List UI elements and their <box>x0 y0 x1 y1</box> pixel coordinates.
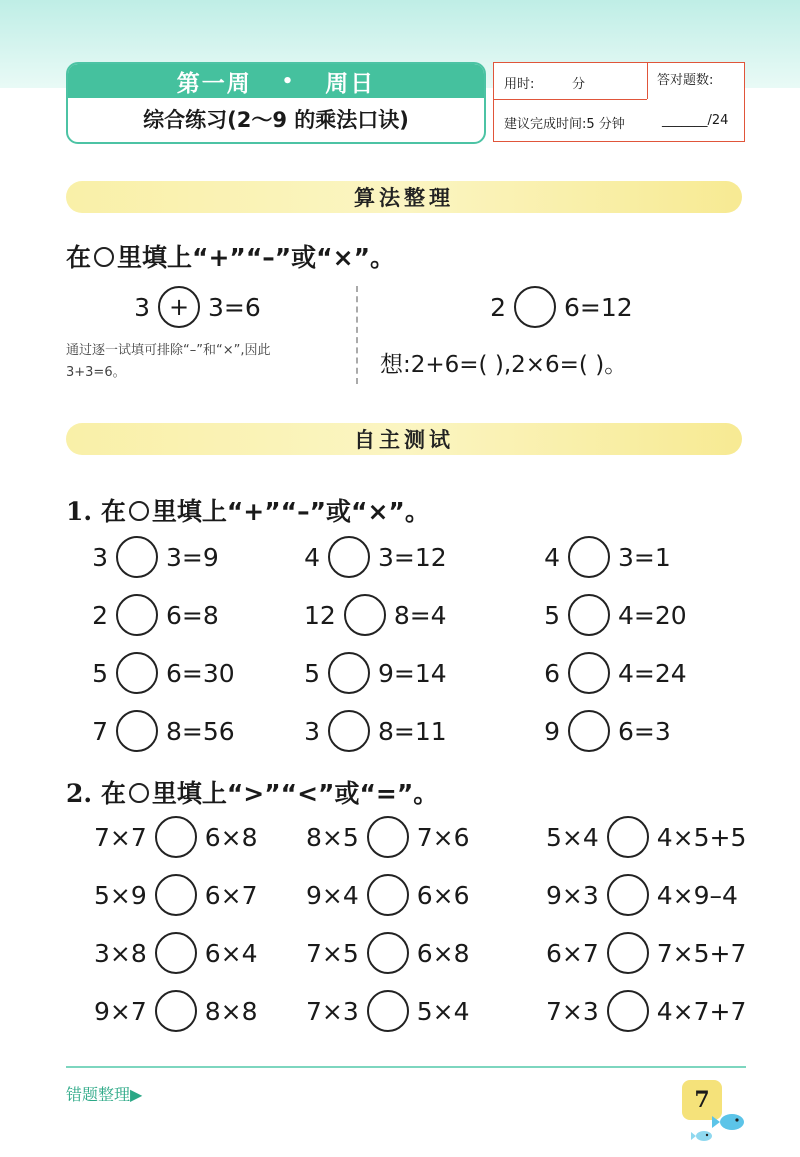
q2-right-operand: 6×4 <box>204 938 258 968</box>
think-hint: 想:2+6=( ),2×6=( )。 <box>380 352 628 378</box>
q2-left-operand: 7×5 <box>306 938 359 968</box>
q2-left-operand: 7×3 <box>546 996 599 1026</box>
time-unit-label: 分 <box>572 77 586 92</box>
q1-right-operand: 8=11 <box>378 716 447 746</box>
q1-right-operand: 6=3 <box>618 716 671 746</box>
q2-right-operand: 5×4 <box>416 996 470 1026</box>
example-equation <box>134 286 261 328</box>
q2-right-operand: 7×6 <box>416 822 470 852</box>
q1-item <box>304 652 447 694</box>
q1-left-operand: 4 <box>304 542 320 572</box>
q1-left-operand: 3 <box>304 716 320 746</box>
q2-right-operand: 4×5+5 <box>656 822 747 852</box>
algorithm-instruction <box>66 238 395 274</box>
q1-item <box>92 536 219 578</box>
info-box <box>493 62 745 142</box>
example-note <box>66 340 270 384</box>
q1-instruction-after: 里填上“+”“–”或“×”。 <box>151 497 430 526</box>
q2-answer-circle[interactable] <box>367 990 409 1032</box>
example-left: 3 <box>134 292 150 322</box>
q2-right-operand: 4×9–4 <box>656 880 738 910</box>
q1-number: 1. <box>66 497 93 526</box>
q1-left-operand: 3 <box>92 542 108 572</box>
q2-right-operand: 4×7+7 <box>656 996 747 1026</box>
day-label: 周日 <box>325 70 376 97</box>
instruction-after: 里填上“+”“–”或“×”。 <box>117 243 395 272</box>
q1-answer-circle[interactable] <box>568 594 610 636</box>
circle-icon <box>94 247 114 267</box>
lesson-subtitle: 综合练习(2～9 的乘法口诀) <box>143 108 409 132</box>
q1-right-operand: 3=12 <box>378 542 447 572</box>
q2-item <box>94 874 258 916</box>
circle-icon <box>129 783 149 803</box>
q1-answer-circle[interactable] <box>116 710 158 752</box>
q1-right-operand: 8=56 <box>166 716 235 746</box>
q1-left-operand: 5 <box>304 658 320 688</box>
q1-answer-circle[interactable] <box>568 710 610 752</box>
section-algorithm-title: 算法整理 <box>66 181 742 213</box>
q1-right-operand: 9=14 <box>378 658 447 688</box>
q2-instruction <box>66 774 438 810</box>
q2-item <box>94 932 258 974</box>
section-test-title: 自主测试 <box>66 423 742 455</box>
q2-left-operand: 7×7 <box>94 822 147 852</box>
q1-item <box>304 536 447 578</box>
q2-left-operand: 5×4 <box>546 822 599 852</box>
q1-left-operand: 9 <box>544 716 560 746</box>
q2-answer-circle[interactable] <box>155 874 197 916</box>
info-divider-v <box>647 63 648 99</box>
q2-right-operand: 6×8 <box>204 822 258 852</box>
q1-left-operand: 7 <box>92 716 108 746</box>
q1-item <box>304 594 447 636</box>
q1-item <box>92 652 235 694</box>
q2-right-operand: 6×7 <box>204 880 258 910</box>
q1-answer-circle[interactable] <box>116 652 158 694</box>
title-box <box>66 62 486 144</box>
q1-answer-circle[interactable] <box>568 536 610 578</box>
q2-left-operand: 9×3 <box>546 880 599 910</box>
q2-answer-circle[interactable] <box>607 816 649 858</box>
info-divider-h <box>494 99 647 100</box>
note-line-1: 通过逐一试填可排除“–”和“×”,因此 <box>66 343 271 358</box>
q1-item <box>544 594 687 636</box>
q1-item <box>92 594 219 636</box>
q1-item <box>544 536 671 578</box>
problem-left: 2 <box>490 292 506 322</box>
footer-divider <box>66 1066 746 1068</box>
q1-left-operand: 4 <box>544 542 560 572</box>
q1-right-operand: 3=1 <box>618 542 671 572</box>
wrong-answers-label[interactable]: 错题整理▶ <box>66 1085 143 1104</box>
q1-instruction-before: 在 <box>100 497 126 526</box>
problem-right: 6=12 <box>564 292 633 322</box>
q2-right-operand: 6×8 <box>416 938 470 968</box>
q1-right-operand: 8=4 <box>393 600 447 630</box>
example-answer-circle: + <box>158 286 200 328</box>
q2-item <box>94 990 258 1032</box>
dashed-divider <box>356 286 358 384</box>
time-used-label: 用时: <box>504 77 535 92</box>
q2-left-operand: 9×7 <box>94 996 147 1026</box>
q2-answer-circle[interactable] <box>607 874 649 916</box>
title-dot: • <box>281 70 296 92</box>
q2-item <box>94 816 258 858</box>
q1-left-operand: 12 <box>304 600 336 630</box>
q2-left-operand: 3×8 <box>94 938 147 968</box>
q1-right-operand: 3=9 <box>166 542 219 572</box>
q2-answer-circle[interactable] <box>155 932 197 974</box>
title-week-day <box>68 64 484 98</box>
q2-left-operand: 9×4 <box>306 880 359 910</box>
q1-item <box>304 710 447 752</box>
q2-instruction-after: 里填上“>”“<”或“=”。 <box>151 779 439 808</box>
problem-equation <box>490 286 633 328</box>
note-line-2: 3+3=6。 <box>66 365 126 380</box>
page-number: 7 <box>682 1080 722 1120</box>
q1-item <box>544 652 687 694</box>
suggested-time-label: 建议完成时间:5 分钟 <box>504 117 625 132</box>
q2-item <box>546 874 738 916</box>
q2-left-operand: 7×3 <box>306 996 359 1026</box>
q1-answer-circle[interactable] <box>328 536 370 578</box>
q1-item <box>92 710 235 752</box>
q2-answer-circle[interactable] <box>367 932 409 974</box>
q1-right-operand: 6=8 <box>166 600 219 630</box>
q1-right-operand: 6=30 <box>166 658 235 688</box>
q1-left-operand: 5 <box>544 600 560 630</box>
q1-item <box>544 710 671 752</box>
q2-right-operand: 8×8 <box>204 996 258 1026</box>
q1-right-operand: 4=24 <box>618 658 687 688</box>
q1-answer-circle[interactable] <box>328 710 370 752</box>
q2-instruction-before: 在 <box>100 779 126 808</box>
q2-answer-circle[interactable] <box>607 932 649 974</box>
q2-answer-circle[interactable] <box>367 816 409 858</box>
q2-item <box>306 990 470 1032</box>
q2-item <box>306 874 470 916</box>
q2-item <box>306 816 470 858</box>
q2-answer-circle[interactable] <box>367 874 409 916</box>
score-total: _______/24 <box>662 113 729 128</box>
answer-circle[interactable] <box>514 286 556 328</box>
q2-number: 2. <box>66 779 93 808</box>
q1-left-operand: 2 <box>92 600 108 630</box>
q1-answer-circle[interactable] <box>344 594 386 636</box>
q2-answer-circle[interactable] <box>607 990 649 1032</box>
q1-instruction <box>66 492 430 528</box>
q2-answer-circle[interactable] <box>155 990 197 1032</box>
q1-right-operand: 4=20 <box>618 600 687 630</box>
example-right: 3=6 <box>208 292 261 322</box>
q1-left-operand: 6 <box>544 658 560 688</box>
correct-count-label: 答对题数: <box>657 73 714 88</box>
q2-right-operand: 6×6 <box>416 880 470 910</box>
q2-answer-circle[interactable] <box>155 816 197 858</box>
q2-left-operand: 8×5 <box>306 822 359 852</box>
q1-answer-circle[interactable] <box>116 536 158 578</box>
q2-item <box>546 990 746 1032</box>
q2-item <box>306 932 470 974</box>
q2-item <box>546 932 746 974</box>
circle-icon <box>129 501 149 521</box>
q2-left-operand: 6×7 <box>546 938 599 968</box>
q1-answer-circle[interactable] <box>328 652 370 694</box>
q1-left-operand: 5 <box>92 658 108 688</box>
instruction-before: 在 <box>66 243 92 272</box>
q2-right-operand: 7×5+7 <box>656 938 747 968</box>
week-label: 第一周 <box>176 70 252 97</box>
fish-decoration-icon <box>690 1108 750 1144</box>
q2-item <box>546 816 746 858</box>
q1-answer-circle[interactable] <box>568 652 610 694</box>
q1-answer-circle[interactable] <box>116 594 158 636</box>
q2-left-operand: 5×9 <box>94 880 147 910</box>
